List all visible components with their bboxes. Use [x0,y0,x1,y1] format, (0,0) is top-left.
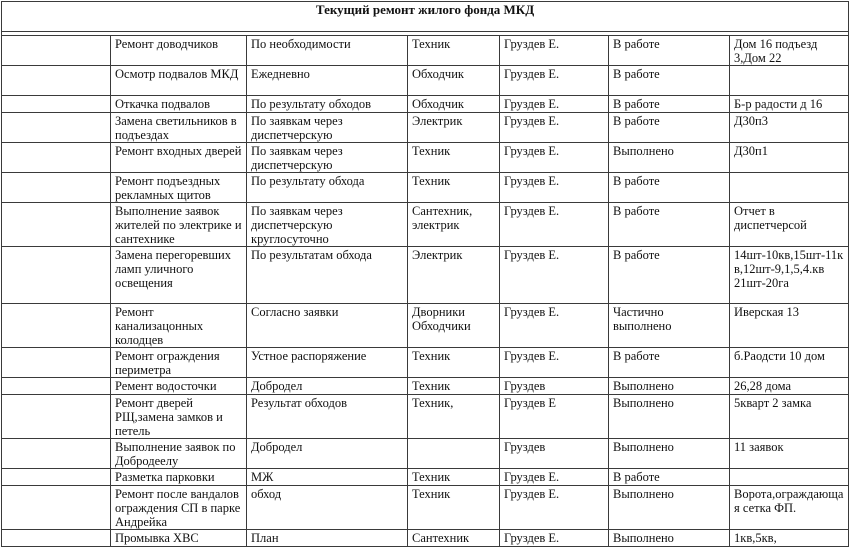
status-cell: Выполнено [609,530,730,547]
note-cell: Ворота,ограждающая сетка ФП. [730,486,849,530]
schedule-cell: По заявкам через диспетчерскую [247,113,408,143]
performer-cell: Техник [408,36,500,66]
status-cell: Выполнено [609,395,730,439]
schedule-cell: Добродел [247,439,408,469]
responsible-cell: Груздев Е. [500,304,609,348]
schedule-cell: МЖ [247,469,408,486]
table-row [2,378,849,395]
performer-cell: Техник [408,486,500,530]
status-cell: В работе [609,348,730,378]
responsible-cell: Груздев Е. [500,66,609,96]
schedule-cell: По результатам обхода [247,247,408,304]
status-cell: Выполнено [609,378,730,395]
title-row [2,2,849,32]
performer-cell: Сантехник, электрик [408,203,500,247]
schedule-cell: Устное распоряжение [247,348,408,378]
table-row [2,395,849,439]
performer-cell [408,439,500,469]
table-row [2,486,849,530]
work-cell: Замена светильников в подъездах [111,113,247,143]
note-cell: 14шт-10кв,15шт-11кв,12шт-9,1,5,4.кв 21шт-20га [730,247,849,304]
table-row [2,203,849,247]
responsible-cell: Груздев Е. [500,143,609,173]
row-margin-cell [2,378,111,395]
schedule-cell: По результату обхода [247,173,408,203]
row-margin-cell [2,395,111,439]
work-cell: Ремонт дверей РЩ,замена замков и петель [111,395,247,439]
responsible-cell: Груздев Е. [500,348,609,378]
table-row [2,469,849,486]
status-cell: В работе [609,247,730,304]
table-row [2,530,849,547]
table-row [2,173,849,203]
work-cell: Разметка парковки [111,469,247,486]
work-cell: Ремонт канализацонных колодцев [111,304,247,348]
status-cell: Выполнено [609,486,730,530]
row-margin-cell [2,203,111,247]
row-margin-cell [2,173,111,203]
responsible-cell: Груздев Е. [500,530,609,547]
row-margin-cell [2,469,111,486]
table-row [2,304,849,348]
schedule-cell: По необходимости [247,36,408,66]
table-row [2,348,849,378]
status-cell: В работе [609,113,730,143]
work-cell: Ремонт ограждения периметра [111,348,247,378]
table-row [2,247,849,304]
status-cell: В работе [609,203,730,247]
responsible-cell: Груздев Е. [500,96,609,113]
schedule-cell: По заявкам через диспетчерскую [247,143,408,173]
note-cell: 11 заявок [730,439,849,469]
responsible-cell: Груздев Е. [500,36,609,66]
schedule-cell: По результату обходов [247,96,408,113]
row-margin-cell [2,96,111,113]
row-margin-cell [2,66,111,96]
work-cell: Ремонт подъездных рекламных щитов [111,173,247,203]
note-cell [730,469,849,486]
responsible-cell: Груздев Е. [500,247,609,304]
work-cell: Выполнение заявок по Добродеелу [111,439,247,469]
work-cell: Выполнение заявок жителей по электрике и сантехнике [111,203,247,247]
status-cell: Выполнено [609,143,730,173]
note-cell: Д30п3 [730,113,849,143]
row-margin-cell [2,486,111,530]
schedule-cell: По заявкам через диспетчерскую круглосуточно [247,203,408,247]
work-cell: Осмотр подвалов МКД [111,66,247,96]
note-cell: Дом 16 подъезд 3,Дом 22 [730,36,849,66]
note-cell: Д30п1 [730,143,849,173]
note-cell: 1кв,5кв, [730,530,849,547]
status-cell: В работе [609,173,730,203]
status-cell: В работе [609,469,730,486]
schedule-cell: Ежедневно [247,66,408,96]
table-row [2,36,849,66]
responsible-cell: Груздев Е. [500,203,609,247]
table-row [2,113,849,143]
schedule-cell: Согласно заявки [247,304,408,348]
table-row [2,66,849,96]
performer-cell: Электрик [408,113,500,143]
performer-cell: Обходчик [408,96,500,113]
table-row [2,96,849,113]
work-cell: Ремонт после вандалов ограждения СП в парке Андрейка [111,486,247,530]
work-cell: Замена перегоревших ламп уличного освещения [111,247,247,304]
row-margin-cell [2,36,111,66]
responsible-cell: Груздев Е. [500,113,609,143]
note-cell: Иверская 13 [730,304,849,348]
performer-cell: Техник [408,143,500,173]
row-margin-cell [2,530,111,547]
note-cell: б.Раодсти 10 дом [730,348,849,378]
performer-cell: Техник [408,348,500,378]
table-title: Текущий ремонт жилого фонда МКД [2,2,849,32]
schedule-cell: Добродел [247,378,408,395]
status-cell: В работе [609,96,730,113]
schedule-cell: План [247,530,408,547]
repair-table [1,1,849,547]
note-cell: 5кварт 2 замка [730,395,849,439]
responsible-cell: Груздев Е [500,395,609,439]
work-cell: Ремонт входных дверей [111,143,247,173]
row-margin-cell [2,348,111,378]
performer-cell: Обходчик [408,66,500,96]
performer-cell: Сантехник [408,530,500,547]
row-margin-cell [2,113,111,143]
work-cell: Ремонт доводчиков [111,36,247,66]
responsible-cell: Груздев [500,378,609,395]
status-cell: В работе [609,36,730,66]
note-cell: Отчет в диспетчерсой [730,203,849,247]
work-cell: Откачка подвалов [111,96,247,113]
work-cell: Ремент водосточки [111,378,247,395]
performer-cell: Дворники Обходчики [408,304,500,348]
responsible-cell: Груздев [500,439,609,469]
table-row [2,143,849,173]
note-cell: Б-р радости д 16 [730,96,849,113]
row-margin-cell [2,247,111,304]
status-cell: Выполнено [609,439,730,469]
note-cell [730,173,849,203]
row-margin-cell [2,304,111,348]
performer-cell: Техник [408,469,500,486]
row-margin-cell [2,439,111,469]
performer-cell: Техник [408,173,500,203]
responsible-cell: Груздев Е. [500,469,609,486]
table-row [2,439,849,469]
schedule-cell: обход [247,486,408,530]
note-cell: 26,28 дома [730,378,849,395]
status-cell: В работе [609,66,730,96]
performer-cell: Электрик [408,247,500,304]
responsible-cell: Груздев Е. [500,486,609,530]
work-cell: Промывка ХВС [111,530,247,547]
row-margin-cell [2,143,111,173]
note-cell [730,66,849,96]
responsible-cell: Груздев Е. [500,173,609,203]
status-cell: Частично выполнено [609,304,730,348]
performer-cell: Техник [408,378,500,395]
performer-cell: Техник, [408,395,500,439]
schedule-cell: Результат обходов [247,395,408,439]
